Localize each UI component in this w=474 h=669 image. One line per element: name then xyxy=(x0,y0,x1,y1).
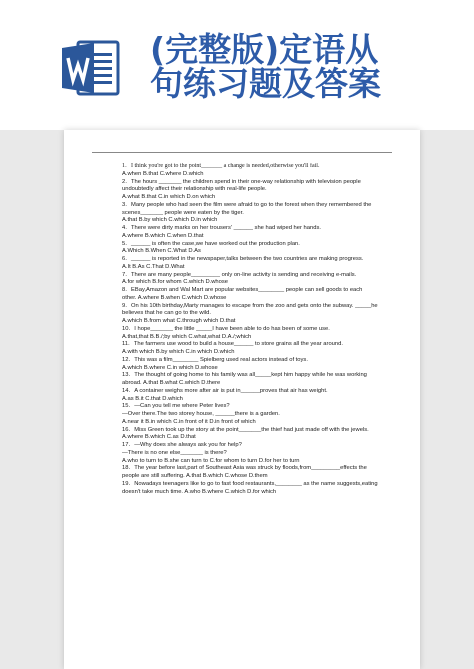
exercise-line: scenes_______ people were eaten by the tiger. xyxy=(122,209,244,216)
exercise-text xyxy=(122,163,412,496)
exercise-line: A.for which B.for whom C.which D.whose xyxy=(122,279,228,286)
document-preview-area xyxy=(0,130,474,669)
exercise-line: 12．This was a film________ Spielberg used real actors instead of toys. xyxy=(122,356,308,363)
exercise-line: A.which B.from what C.through which D.that xyxy=(122,318,236,324)
exercise-line: 3．Many people who had seen the film were afraid to go to the forest when they remembered the xyxy=(122,201,372,208)
exercise-line: 7．There are many people_________ only on-line activity is sending and receiving e-mails. xyxy=(122,271,357,278)
exercise-line: —There is no one else_______ is there? xyxy=(122,449,227,456)
exercise-line: A.what B.that C.in which D.on which xyxy=(122,194,216,200)
exercise-line: A.as B.it C.that D.which xyxy=(122,395,183,402)
page-title-line-1: (完整版)定语从 xyxy=(150,30,379,69)
document-page xyxy=(64,130,420,669)
word-document-icon xyxy=(60,38,122,98)
exercise-line: A.where B.which C.as D.that xyxy=(122,434,196,441)
exercise-line: A.where B.which C.when D.that xyxy=(122,232,204,239)
exercise-line: 11．The farmers use wood to build a house______ to store grains all the year around. xyxy=(122,341,343,348)
exercise-line: 15．—Can you tell me where Peter lives? xyxy=(122,403,230,410)
exercise-line: people are still suffering. A.that B.which C.whose D.them xyxy=(122,473,268,479)
exercise-line: 1．I think you're got to the point_______ a change is needed,otherwise you'll fail. xyxy=(122,163,320,169)
exercise-line: 19．Nowadays teenagers like to go to fast food restaurants,________ as the name suggests,eating xyxy=(122,480,378,487)
exercise-line: 8．EBay,Amazon and Wal Mart are popular websites________ people can sell goods to each xyxy=(122,287,363,293)
exercise-line: 9．On his 10th birthday,Marty manages to escape from the zoo and gets onto the subway. _____he xyxy=(122,302,378,309)
exercise-line: abroad. A.that B.what C.which D.there xyxy=(122,380,221,386)
exercise-line: 18．The year before last,part of Southeast Asia was struck by floods,from_________effects the xyxy=(122,465,367,472)
exercise-line: 6．______ is reported in the newspaper,talks between the two countries are making progress. xyxy=(122,256,364,262)
header xyxy=(0,0,474,130)
exercise-line: 13．The thought of going home to his family was all_____kept him happy while he was working xyxy=(122,372,367,379)
exercise-line: A.It B.As C.That D.What xyxy=(122,263,185,270)
exercise-line: other. A.where B.when C.which D.whose xyxy=(122,294,227,301)
exercise-line: 10．I hope_______ the little _____I have been able to do has been of some use. xyxy=(122,325,330,332)
exercise-line: A.that B.by which C.which D.in which xyxy=(122,217,218,224)
exercise-line: A.near it B.in which C.in front of it D.in front of which xyxy=(122,418,256,425)
exercise-line: A.with which B.by which C.in which D.which xyxy=(122,349,235,355)
exercise-line: A.that,that B.B./;by which C.what,what D.A./;which xyxy=(122,333,252,340)
exercise-line: doesn't take much time. A.who B.where C.which D.for which xyxy=(122,488,277,495)
exercise-line: A.who to turn to B.she can turn to C.for whom to turn D.for her to turn xyxy=(122,457,300,464)
exercise-line: A.which B.where C.in which D.whose xyxy=(122,364,218,371)
exercise-line: 14．A container weighs more after air is put in______proves that air has weight. xyxy=(122,387,328,394)
exercise-line: 16．Miss Green took up the story at the point_______the thief had just made off with the jewels. xyxy=(122,426,369,433)
exercise-line: —Over there.The two storey house, ______there is a garden. xyxy=(122,411,280,417)
exercise-line: 17．—Why does she always ask you for help? xyxy=(122,442,242,448)
exercise-line: 4．There were dirty marks on her trousers' ______ she had wiped her hands. xyxy=(122,225,321,231)
exercise-line: believes that he can go to the wild. xyxy=(122,310,211,317)
exercise-line: A.Which B.When C.What D.As xyxy=(122,248,201,255)
exercise-line: undoubtedly affect their relationship with real-life people. xyxy=(122,186,267,193)
exercise-line: 5．______ is often the case,we have worked out the production plan. xyxy=(122,240,300,247)
page-header-rule xyxy=(92,152,392,153)
page-title-line-2: 句练习题及答案 xyxy=(150,64,381,103)
exercise-line: 2．The hours _______ the children spend in their one-way relationship with television people xyxy=(122,178,361,185)
exercise-line: A.when B.that C.where D.which xyxy=(122,170,204,177)
